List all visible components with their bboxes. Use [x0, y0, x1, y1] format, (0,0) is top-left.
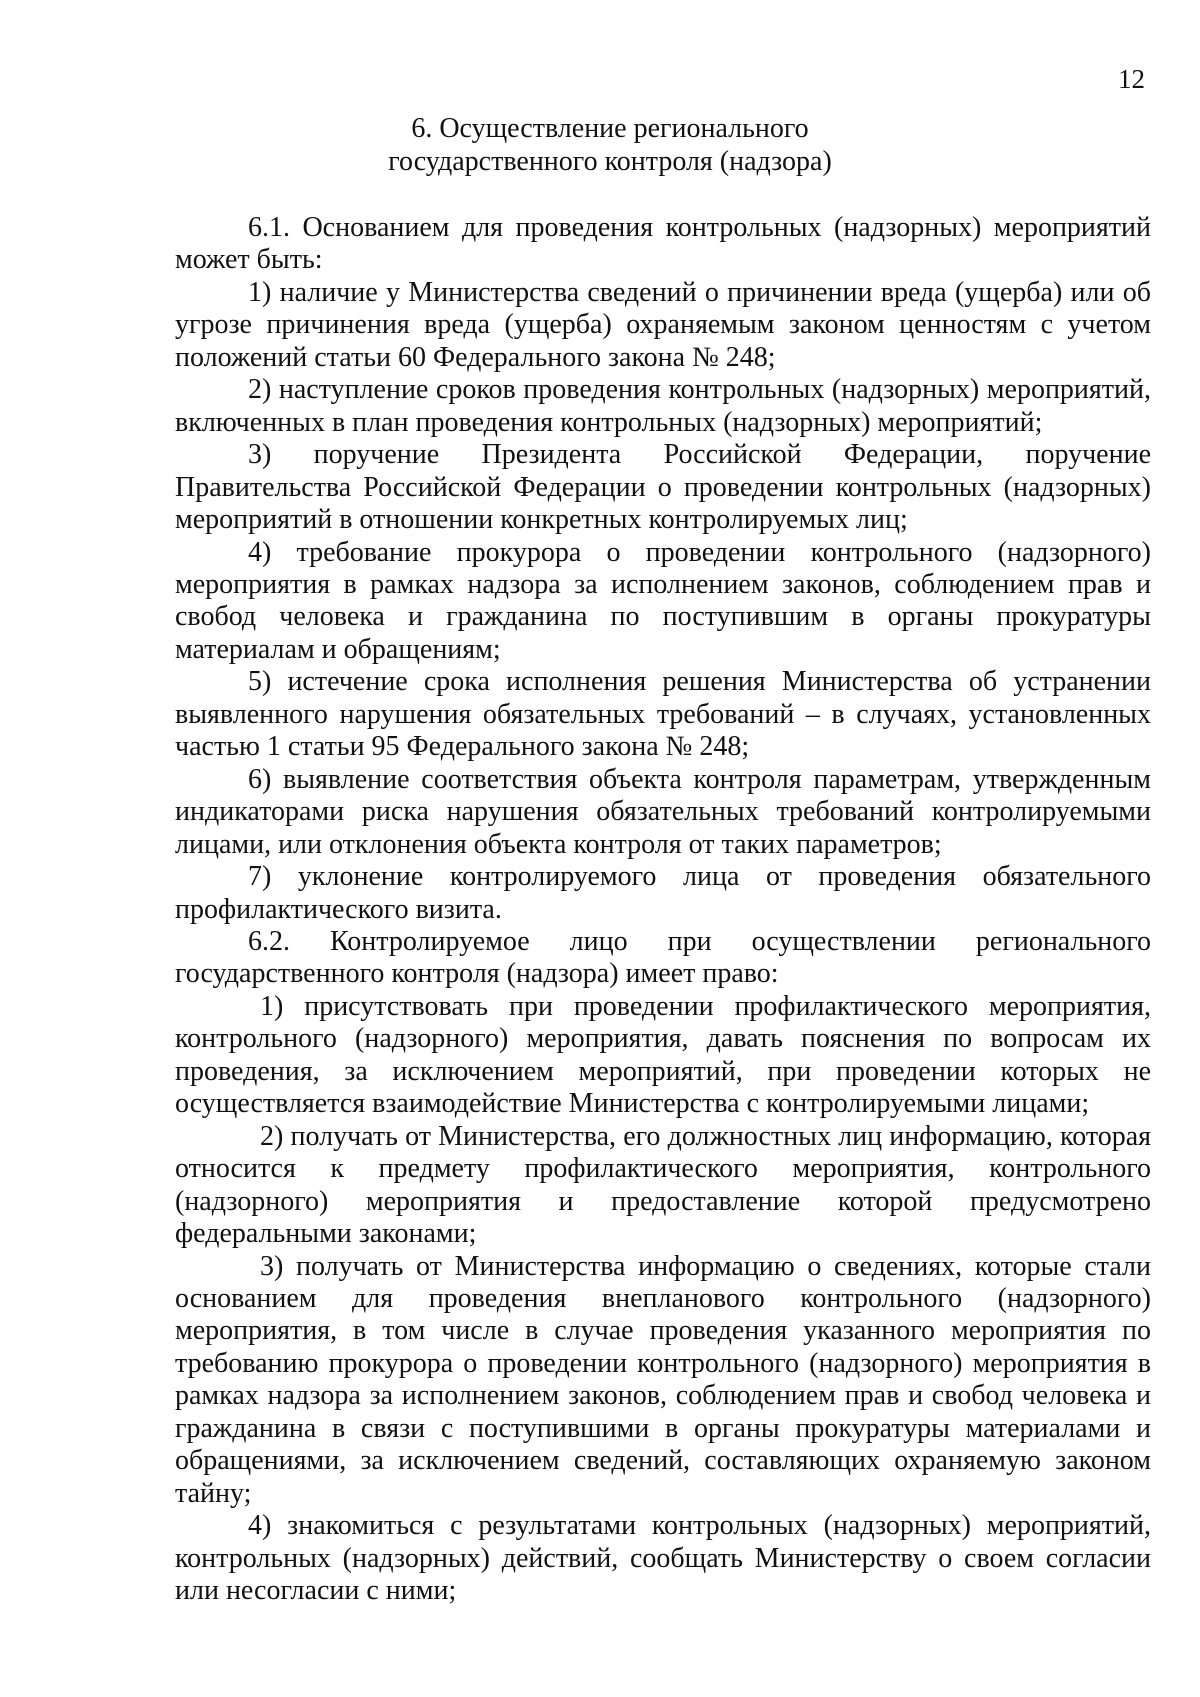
- paragraph-6-1: 6.1. Основанием для проведения контрольных (надзорных) мероприятий может быть:: [175, 212, 1151, 276]
- paragraph-6-2: 6.2. Контролируемое лицо при осуществлении регионального государственного контроля (надзора) имеет право:: [175, 925, 1151, 990]
- document-body: [175, 212, 1151, 1607]
- section-heading-line-2: государственного контроля (надзора): [388, 146, 832, 177]
- list-item-4: 4) требование прокурора о проведении контрольного (надзорного) мероприятия в рамках надзора за исполнением законов, соблюдением прав и свобод человека и гражданина по поступившим в органы прокуратуры материалам и обращениям;: [175, 536, 1151, 665]
- list-item-3: 3) поручение Президента Российской Федерации, поручение Правительства Российской Федерации о проведении контрольных (надзорных) мероприятий в отношении конкретных контролируемых лиц;: [175, 439, 1151, 536]
- list-item-6: 6) выявление соответствия объекта контроля параметрам, утвержденным индикаторами риска нарушения обязательных требований контролируемыми лицами, или отклонения объекта контроля от таких параметров;: [175, 763, 1151, 860]
- list-item-5: 5) истечение срока исполнения решения Министерства об устранении выявленного нарушения обязательных требований – в случаях, установленных частью 1 статьи 95 Федерального закона № 248;: [175, 666, 1151, 763]
- right-item-2: 2) получать от Министерства, его должностных лиц информацию, которая относится к предмету профилактического мероприятия, контрольного (надзорного) мероприятия и предоставление которой предусмотрено федеральными законами;: [175, 1120, 1151, 1250]
- right-item-4: 4) знакомиться с результатами контрольных (надзорных) мероприятий, контрольных (надзорных) действий, сообщать Министерству о своем согласии или несогласии с ними;: [175, 1510, 1151, 1607]
- list-item-1: 1) наличие у Министерства сведений о причинении вреда (ущерба) или об угрозе причинения вреда (ущерба) охраняемым законом ценностям с учетом положений статьи 60 Федерального закона № 248;: [175, 276, 1151, 373]
- section-heading-line-1: 6. Осуществление регионального: [411, 113, 809, 144]
- page-number: 12: [1118, 64, 1145, 94]
- right-item-1: 1) присутствовать при проведении профилактического мероприятия, контрольного (надзорного) мероприятия, давать пояснения по вопросам их проведения, за исключением мероприятий, при проведении которых не осуществляется взаимодействие Министерства с контролируемыми лицами;: [175, 990, 1151, 1120]
- list-item-2: 2) наступление сроков проведения контрольных (надзорных) мероприятий, включенных в план проведения контрольных (надзорных) мероприятий;: [175, 374, 1151, 438]
- right-item-3: 3) получать от Министерства информацию о сведениях, которые стали основанием для проведения внепланового контрольного (надзорного) мероприятия, в том числе в случае проведения указанного мероприятия по требованию прокурора о проведении контрольного (надзорного) мероприятия в рамках надзора за исполнением законов, соблюдением прав и свобод человека и гражданина в связи с поступившими в органы прокуратуры материалами и обращениями, за исключением сведений, составляющих охраняемую законом тайну;: [175, 1250, 1151, 1509]
- section-heading: [0, 112, 1200, 178]
- list-item-7: 7) уклонение контролируемого лица от проведения обязательного профилактического визита.: [175, 861, 1151, 925]
